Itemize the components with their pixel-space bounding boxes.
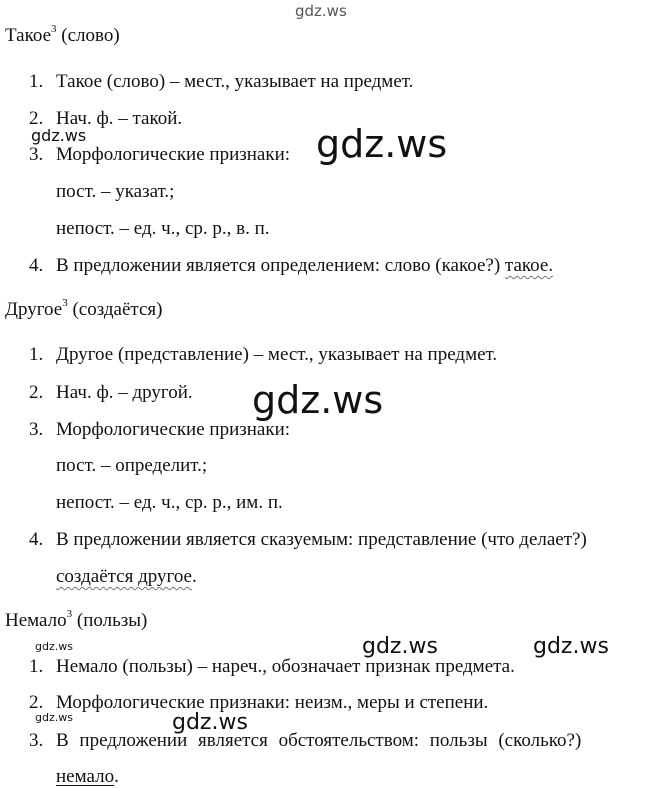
watermark-large: gdz.ws [316,122,448,166]
heading-superscript: 3 [51,22,57,35]
watermark-top: gdz.ws [295,2,347,20]
item-subtext: пост. – определит.; [56,455,208,476]
item-subtext: непост. – ед. ч., ср. р., им. п. [56,492,283,513]
heading-word: Немало [5,610,67,631]
heading-word: Другое [5,299,63,320]
watermark-tiny: gdz.ws [35,711,73,724]
underlined-words: создаётся другое [56,566,192,587]
section-heading [5,607,148,632]
watermark-tiny: gdz.ws [35,640,73,653]
underlined-word: немало [56,766,115,787]
item-text: Немало (пользы) – нареч., обозначает признак предмета. [56,656,515,677]
item-subtext: непост. – ед. ч., ср. р., в. п. [56,218,270,239]
item-text-main: В предложении является определением: слово (какое?) [56,255,501,276]
item-subtext: пост. – указат.; [56,181,175,202]
item-text [56,255,553,277]
item-number: 4. [29,255,44,276]
item-text: Такое (слово) – мест., указывает на предмет. [56,71,414,92]
period: . [114,766,119,787]
item-number: 3. [29,419,44,440]
item-number: 2. [29,692,44,713]
item-number: 3. [29,144,44,165]
heading-superscript: 3 [66,607,73,620]
item-text: В предложении является сказуемым: представление (что делает?) [56,529,587,550]
item-number: 2. [29,382,44,403]
watermark-large: gdz.ws [252,378,384,422]
period: . [192,566,197,587]
item-number: 1. [29,344,44,365]
item-text: Морфологические признаки: [56,144,291,165]
item-text-continuation [56,766,119,788]
heading-superscript: 3 [62,296,68,309]
watermark-small: gdz.ws [31,126,87,145]
item-number: 2. [29,108,44,129]
item-text: Другое (представление) – мест., указывает на предмет. [56,344,498,365]
watermark-medium: gdz.ws [533,634,609,659]
item-number: 1. [29,71,44,92]
item-text: Морфологические признаки: [56,419,291,440]
item-text: Нач. ф. – такой. [56,108,183,129]
heading-context: (пользы) [76,610,148,631]
watermark-medium: gdz.ws [362,634,438,659]
item-number: 3. [29,730,44,751]
section-heading [5,296,163,321]
item-text-continuation [56,566,197,588]
watermark-medium: gdz.ws [172,710,248,735]
heading-word: Такое [5,25,51,46]
section-heading [5,22,120,47]
item-text: В предложении является обстоятельством: пользы (сколько?) [56,730,582,751]
item-number: 1. [29,656,44,677]
underlined-word: такое. [504,255,554,276]
item-text: Нач. ф. – другой. [56,382,193,403]
heading-context: (слово) [61,25,120,46]
item-text: Морфологические признаки: неизм., меры и степени. [56,692,489,713]
item-number: 4. [29,529,44,550]
heading-context: (создаётся) [72,299,163,320]
